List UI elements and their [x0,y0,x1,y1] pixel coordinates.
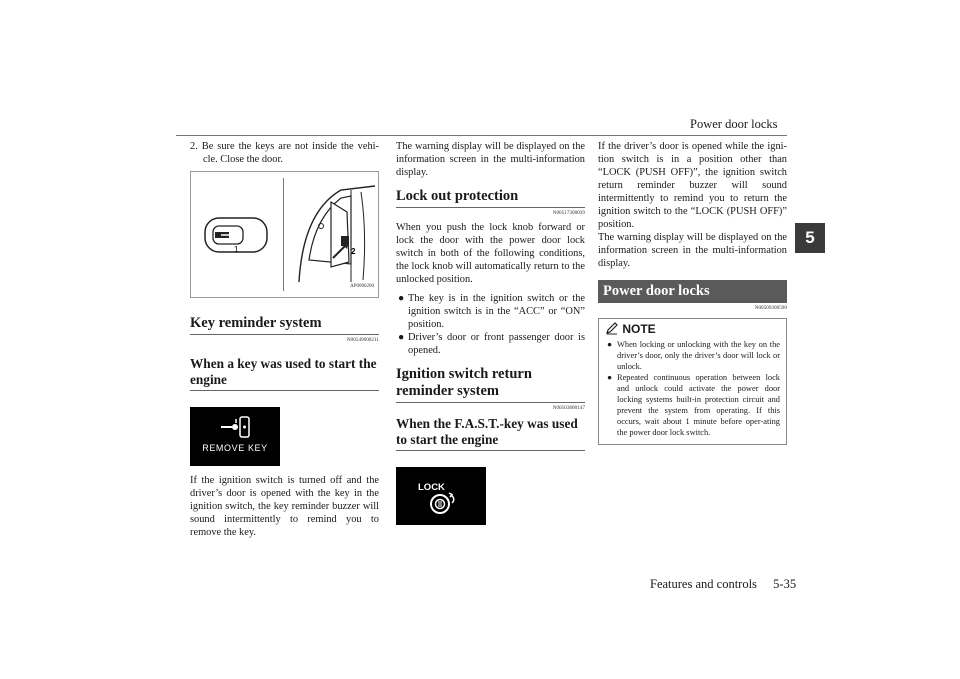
page-footer [650,577,797,592]
svg-text:2: 2 [351,247,356,256]
lock-out-body: When you push the lock knob forward or lock the door with the power door lock switch in both of the following conditions, the lock knob will automatically return to the unlocked position. [396,222,585,285]
door-lock-illustration [190,171,379,298]
list-item: ● The key is in the ignition switch or the ignition switch is in the “ACC” or “ON” position. [398,293,585,330]
illustration-divider [283,178,284,291]
svg-text:1: 1 [234,245,239,254]
warning-display-text: The warning display will be displayed on the information screen in the multi-information display. [396,141,585,178]
column-1 [190,140,379,539]
key-door-icon [218,415,252,439]
lock-out-protection-heading: Lock out protection [396,188,585,208]
note-box [598,318,787,445]
pencil-icon [605,322,619,335]
conditions-list [396,292,585,357]
list-item: ● Repeated continuous operation between lock and unlock could activate the power door locking systems built-in protection circuit and prevent the system from operating. If this occurs, wait about 1 minute before oper-ating the power door lock switch. [607,373,780,437]
lock-display [396,467,486,525]
return-reminder-body: If the driver’s door is opened while the igni-tion switch is in a position other than “LOCK (PUSH OFF)”, the ignition switch return reminder buzzer will sound intermittently to remind you to return the ignition switch to the “LOCK (PUSH OFF)” position. [598,141,787,230]
push-button-icon [429,491,457,517]
remove-key-display [190,407,280,466]
step-2-text: 2. Be sure the keys are not inside the vehi-cle. Close the door. [190,141,379,165]
header-rule [176,135,787,136]
footer-section: Features and controls [650,577,757,591]
lock-label: LOCK [418,482,445,493]
section-code: N00517300039 [552,210,585,216]
page-number: 5-35 [773,577,797,591]
illustration-code: AP0006200 [350,284,374,289]
note-heading [605,322,780,336]
chapter-tab: 5 [795,223,825,253]
key-reminder-body: If the ignition switch is turned off and the driver’s door is opened with the key in the ignition switch, the key reminder buzzer will sound intermittently to remind you to remove the key. [190,475,379,538]
key-used-subheading: When a key was used to start the engine [190,356,379,391]
section-code: N00549600211 [346,337,379,343]
key-reminder-heading: Key reminder system [190,315,379,335]
door-knob-and-door-icon [191,172,378,297]
power-door-locks-heading: Power door locks [598,280,787,303]
list-item: ● When locking or unlocking with the key on the driver’s door, only the driver’s door will lock or unlock. [607,340,780,371]
note-list [605,339,780,438]
remove-key-label: REMOVE KEY [202,443,268,453]
note-label: NOTE [622,322,656,336]
ignition-return-heading: Ignition switch return reminder system [396,366,585,403]
warning-display-text: The warning display will be displayed on the information screen in the multi-information display. [598,232,787,269]
column-3 [598,140,787,445]
list-item: ● Driver’s door or front passenger door is opened. [398,332,585,356]
column-2 [396,140,585,525]
section-code: N00509300590 [754,305,787,311]
page-header-title: Power door locks [690,117,778,131]
fast-key-subheading: When the F.A.S.T.-key was used to start the engine [396,416,585,451]
section-code: N00503800147 [552,405,585,411]
